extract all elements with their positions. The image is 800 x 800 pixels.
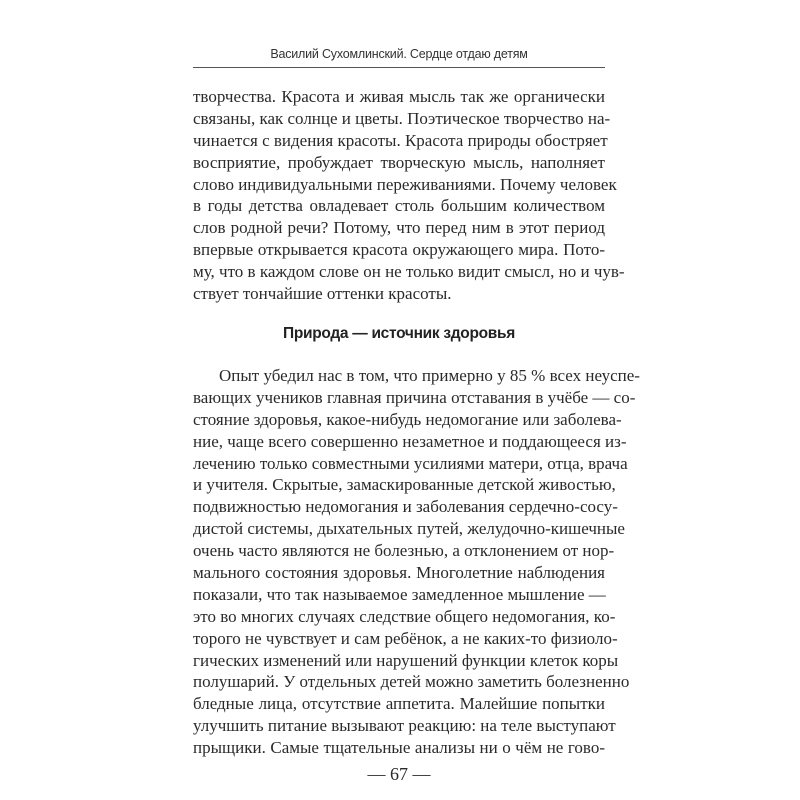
text-line: Опыт убедил нас в том, что примерно у 85 % всех неуспе-: [219, 366, 640, 385]
text-line: гических изменений или нарушений функции клеток коры: [193, 650, 619, 670]
header-rule: [193, 67, 605, 68]
section-heading: Природа — источник здоровья: [283, 325, 515, 342]
text-line: восприятие, пробуждает творческую мысль, наполняет: [193, 152, 605, 172]
text-line: творчества. Красота и живая мысль так же органически: [193, 87, 605, 106]
text-line: вающих учеников главная причина отставания в учёбе — со-: [193, 387, 636, 407]
text-line: и учителя. Скрытые, замаскированные детской живостью,: [193, 475, 616, 495]
text-line: улучшить питание вызывают реакцию: на теле выступают: [193, 716, 616, 736]
paragraph-1: [193, 86, 625, 305]
running-head: Василий Сухомлинский. Сердце отдаю детям: [270, 47, 528, 61]
text-line: мального состояния здоровья. Многолетние наблюдения: [193, 563, 605, 583]
text-line: впервые открывается красота окружающего мира. Пото-: [193, 240, 605, 260]
text-line: му, что в каждом слове он не только видит смысл, но и чув-: [193, 262, 625, 282]
text-line: подвижностью недомогания и заболевания сердечно-сосу-: [193, 497, 618, 517]
text-line: чинается с видения красоты. Красота природы обостряет: [193, 130, 608, 150]
text-line: бледные лица, отсутствие аппетита. Малейшие попытки: [193, 694, 605, 714]
text-line: показали, что так называемое замедленное мышление —: [193, 584, 606, 604]
text-line: прыщики. Самые тщательные анализы ни о чём не гово-: [193, 738, 605, 758]
text-line: торого не чувствует и сам ребёнок, а не каких-то физиоло-: [193, 628, 618, 648]
text-line: лечению только совместными усилиями матери, отца, врача: [193, 453, 628, 473]
page-number: — 67 —: [367, 764, 431, 784]
paragraph-2: [193, 365, 640, 759]
text-line: стояние здоровья, какое-нибудь недомогание или заболева-: [193, 409, 622, 429]
text-line: в годы детства овладевает столь большим количеством: [193, 196, 605, 216]
text-line: связаны, как солнце и цветы. Поэтическое творчество на-: [193, 108, 611, 128]
text-line: полушарий. У отдельных детей можно заметить болезненно: [193, 672, 630, 692]
text-line: ствует тончайшие оттенки красоты.: [193, 284, 452, 304]
text-line: ние, чаще всего совершенно незаметное и поддающееся из-: [193, 431, 627, 451]
text-line: дистой системы, дыхательных путей, желудочно-кишечные: [193, 519, 625, 539]
text-line: это во многих случаях следствие общего недомогания, ко-: [193, 606, 616, 626]
text-line: слово индивидуальными переживаниями. Почему человек: [193, 174, 617, 194]
text-line: слов родной речи? Потому, что перед ним в этот период: [193, 218, 605, 238]
text-line: очень часто являются не болезнью, а отклонением от нор-: [193, 541, 615, 561]
